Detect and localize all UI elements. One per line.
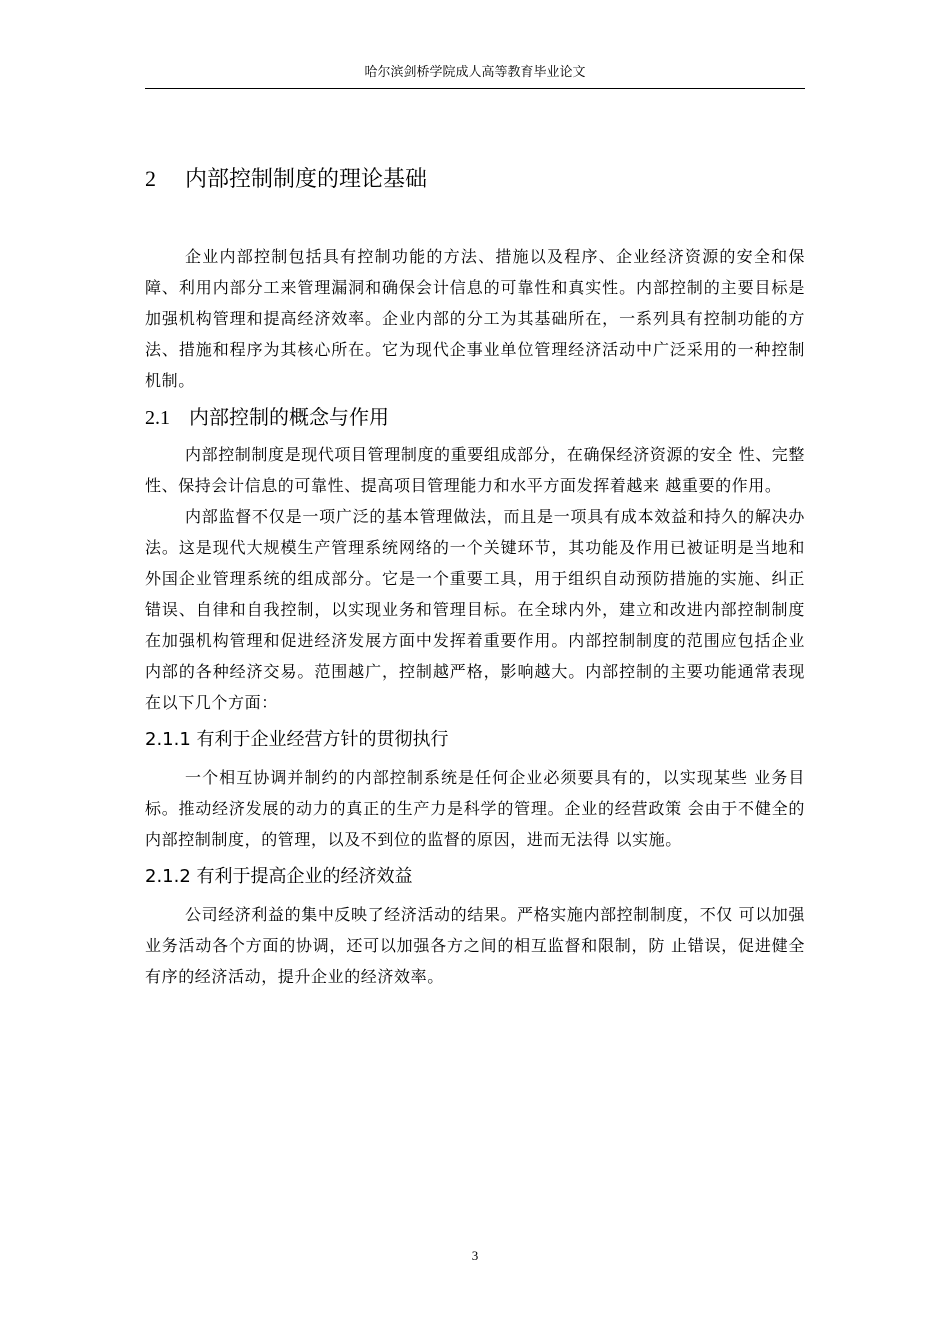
section-2-1-paragraph-2: 内部监督不仅是一项广泛的基本管理做法，而且是一项具有成本效益和持久的解决办法。这是现代大规模生产管理系统网络的一个关键环节，其功能及作用已被证明是当地和外国企业管理系统的组成部分。它是一个重要工具，用于组织自动预防措施的实施、纠正错误、自律和自我控制，以实现业务和管理目标。在全球内外，建立和改进内部控制制度在加强机构管理和促进经济发展方面中发挥着重要作用。内部控制制度的范围应包括企业内部的各种经济交易。范围越广，控制越严格，影响越大。内部控制的主要功能通常表现在以下几个方面：	[145, 507, 805, 712]
intro-paragraph: 企业内部控制包括具有控制功能的方法、措施以及程序、企业经济资源的安全和保障、利用内部分工来管理漏洞和确保会计信息的可靠性和真实性。内部控制的主要目标是加强机构管理和提高经济效率。企业内部的分工为其基础所在，一系列具有控制功能的方法、措施和程序为其核心所在。它为现代企事业单位管理经济活动中广泛采用的一种控制机制。	[145, 247, 805, 390]
section-heading-2-1-1: 2.1.1 有利于企业经营方针的贯彻执行	[145, 729, 449, 750]
section-heading-2-1-2: 2.1.2 有利于提高企业的经济效益	[145, 866, 413, 887]
chapter-heading	[145, 162, 805, 197]
section-title-2-1: 内部控制的概念与作用	[189, 405, 389, 429]
section-2-1-2-paragraph: 公司经济利益的集中反映了经济活动的结果。严格实施内部控制制度，不仅 可以加强业务活动各个方面的协调，还可以加强各方之间的相互监督和限制，防 止错误，促进健全有序的经济活动，提升企业的经济效率。	[145, 905, 805, 986]
chapter-title: 内部控制制度的理论基础	[185, 167, 428, 192]
running-header: 哈尔滨剑桥学院成人高等教育毕业论文	[364, 65, 586, 80]
header-rule	[145, 88, 805, 89]
section-2-1-paragraph-1: 内部控制制度是现代项目管理制度的重要组成部分，在确保经济资源的安全 性、完整性、保持会计信息的可靠性、提高项目管理能力和水平方面发挥着越来 越重要的作用。	[145, 445, 805, 495]
chapter-number: 2	[145, 166, 156, 191]
section-2-1-1-paragraph: 一个相互协调并制约的内部控制系统是任何企业必须要具有的，以实现某些 业务目标。推动经济发展的动力的真正的生产力是科学的管理。企业的经营政策 会由于不健全的内部控制制度，的管理，以及不到位的监督的原因，进而无法得 以实施。	[145, 768, 805, 849]
section-number-2-1: 2.1	[145, 407, 170, 429]
page-body	[145, 162, 805, 992]
page-number: 3	[471, 1248, 479, 1263]
section-heading-2-1	[145, 402, 805, 433]
